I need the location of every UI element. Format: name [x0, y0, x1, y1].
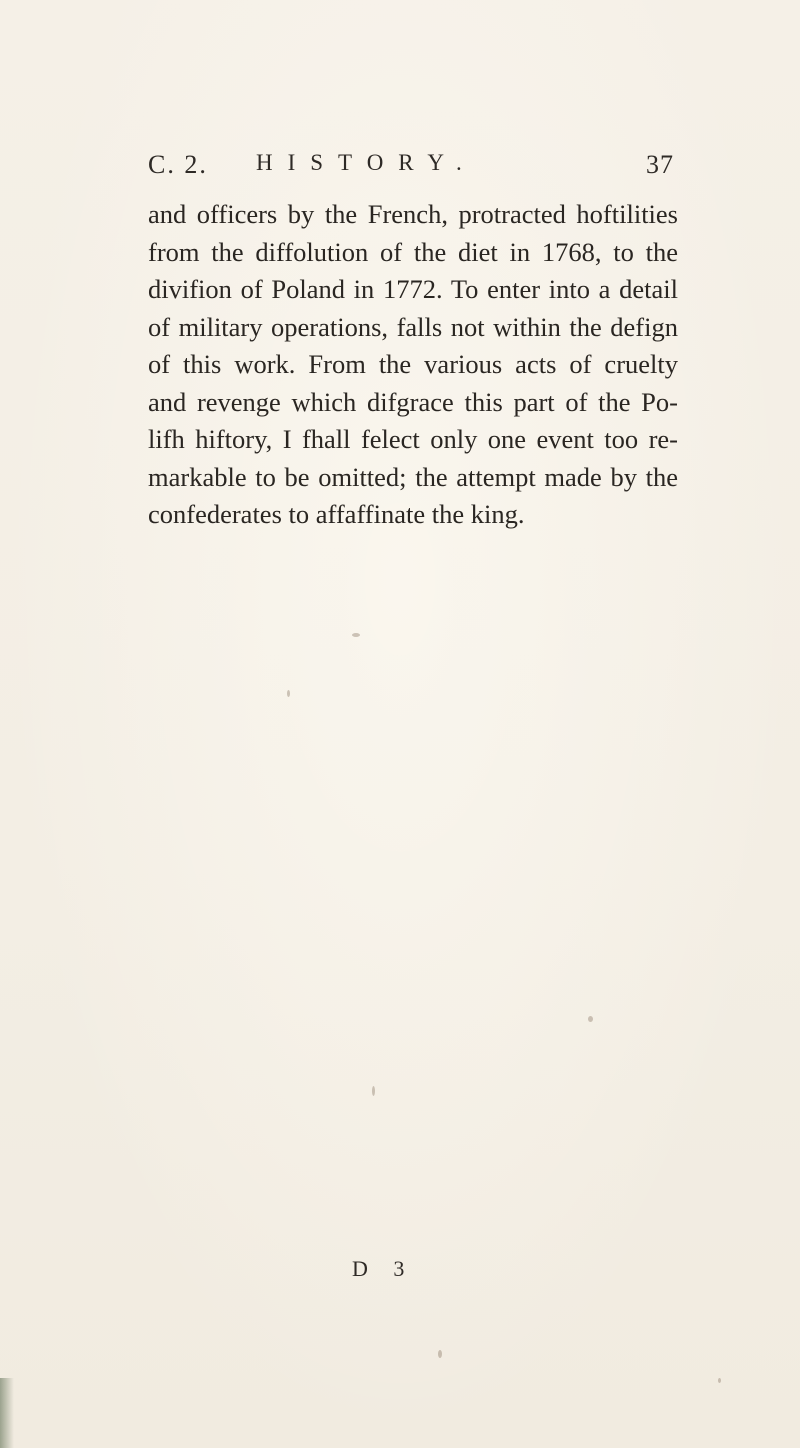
running-header	[148, 150, 674, 190]
text-line: of military operations, falls not within the defign	[148, 311, 678, 342]
text-line: markable to be omitted; the attempt made by the	[148, 461, 678, 492]
paper-speck	[372, 1086, 375, 1096]
paper-speck	[438, 1350, 442, 1358]
text-line: of this work. From the various acts of cruelty	[148, 349, 678, 379]
text-line: and revenge which difgrace this part of the Po-	[148, 386, 678, 417]
paper-speck	[352, 633, 360, 637]
chapter-signature: C. 2.	[148, 150, 208, 179]
text-line: lifh hiftory, I fhall felect only one event too re-	[148, 424, 678, 454]
page-number: 37	[646, 150, 674, 179]
printer-signature-mark: D 3	[352, 1256, 415, 1281]
text-line: and officers by the French, protracted hoftilities	[148, 199, 678, 229]
paper-speck	[718, 1378, 721, 1383]
edge-stain	[0, 1378, 14, 1448]
text-line: divifion of Poland in 1772. To enter into a detail	[148, 274, 678, 304]
paper-speck	[287, 690, 290, 697]
paper-speck	[588, 1016, 593, 1022]
running-title: HISTORY.	[256, 150, 477, 175]
text-line: from the diffolution of the diet in 1768, to the	[148, 236, 678, 267]
text-line: confederates to affaffinate the king.	[148, 499, 525, 529]
body-paragraph	[148, 196, 678, 534]
